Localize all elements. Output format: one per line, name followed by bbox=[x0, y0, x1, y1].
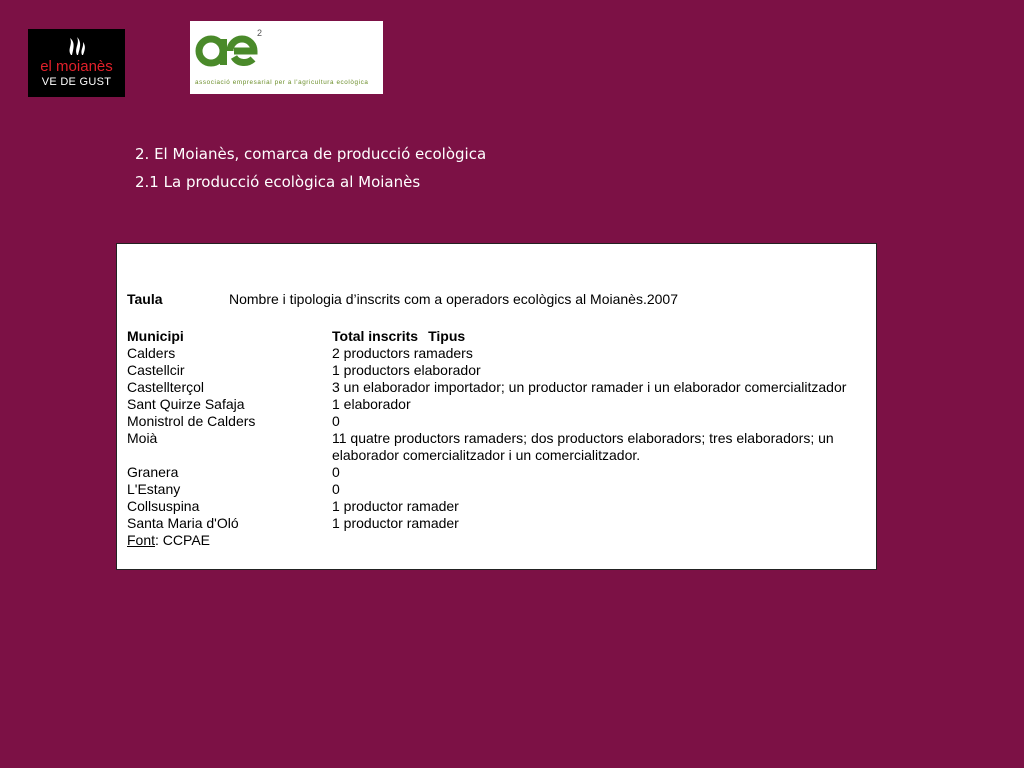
cell-municipi: Castellcir bbox=[127, 362, 185, 378]
table-row bbox=[127, 498, 867, 515]
table-row bbox=[127, 345, 867, 362]
cell-municipi: Collsuspina bbox=[127, 498, 200, 514]
table-row bbox=[127, 396, 867, 413]
source-label: Font bbox=[127, 532, 156, 548]
table-panel bbox=[116, 243, 877, 570]
moianes-tagline: VE DE GUST bbox=[41, 76, 112, 88]
cell-tipus: 3 un elaborador importador; un productor ramader i un elaborador comercialitzador bbox=[332, 379, 847, 395]
cell-municipi: L'Estany bbox=[127, 481, 181, 497]
cell-tipus: 1 elaborador bbox=[332, 396, 411, 412]
cell-municipi: Calders bbox=[127, 345, 176, 361]
header-total-tipus bbox=[332, 328, 867, 345]
header-total: Total inscrits bbox=[332, 328, 419, 344]
cell-tipus: 1 productors elaborador bbox=[332, 362, 481, 378]
data-table bbox=[127, 328, 867, 549]
cell-municipi: Granera bbox=[127, 464, 179, 480]
table-row bbox=[127, 464, 867, 481]
source-value: : CCPAE bbox=[155, 532, 210, 548]
cell-tipus: 11 quatre productors ramaders; dos productors elaboradors; tres elaboradors; un elaborador comercialitzador i un comercialitzador. bbox=[332, 430, 834, 463]
table-row bbox=[127, 362, 867, 379]
ae-logo bbox=[190, 21, 383, 94]
cell-tipus: 0 bbox=[332, 464, 340, 480]
table-header-row bbox=[127, 328, 867, 345]
cell-municipi: Monistrol de Calders bbox=[127, 413, 256, 429]
cell-tipus: 0 bbox=[332, 481, 340, 497]
cell-tipus: 1 productor ramader bbox=[332, 515, 459, 531]
table-row bbox=[127, 379, 867, 396]
cell-tipus: 1 productor ramader bbox=[332, 498, 459, 514]
caption-text: Nombre i tipologia d’inscrits com a operadors ecològics al Moianès.2007 bbox=[229, 291, 679, 307]
moianes-brand: el moianès bbox=[40, 58, 113, 75]
cell-municipi: Moià bbox=[127, 430, 158, 446]
source-note bbox=[127, 532, 867, 549]
cell-municipi: Castellterçol bbox=[127, 379, 205, 395]
cell-municipi: Sant Quirze Safaja bbox=[127, 396, 245, 412]
cell-tipus: 0 bbox=[332, 413, 340, 429]
cell-municipi: Santa Maria d'Oló bbox=[127, 515, 239, 531]
table-row bbox=[127, 515, 867, 532]
cell-tipus: 2 productors ramaders bbox=[332, 345, 473, 361]
header-tipus: Tipus bbox=[428, 328, 466, 344]
section-heading: 2. El Moianès, comarca de producció ecològica bbox=[135, 145, 487, 163]
table-row bbox=[127, 481, 867, 498]
table-row bbox=[127, 430, 867, 464]
moianes-logo bbox=[28, 29, 125, 97]
ae-mark-icon bbox=[194, 29, 258, 69]
ae-tagline: associació empresarial per a l'agricultura ecològica bbox=[195, 79, 369, 86]
header-municipi: Municipi bbox=[127, 328, 184, 344]
flame-icon bbox=[65, 35, 87, 57]
table-row bbox=[127, 413, 867, 430]
ae-superscript: 2 bbox=[257, 28, 263, 38]
caption-label: Taula bbox=[127, 291, 163, 307]
subsection-heading: 2.1 La producció ecològica al Moianès bbox=[135, 173, 421, 191]
